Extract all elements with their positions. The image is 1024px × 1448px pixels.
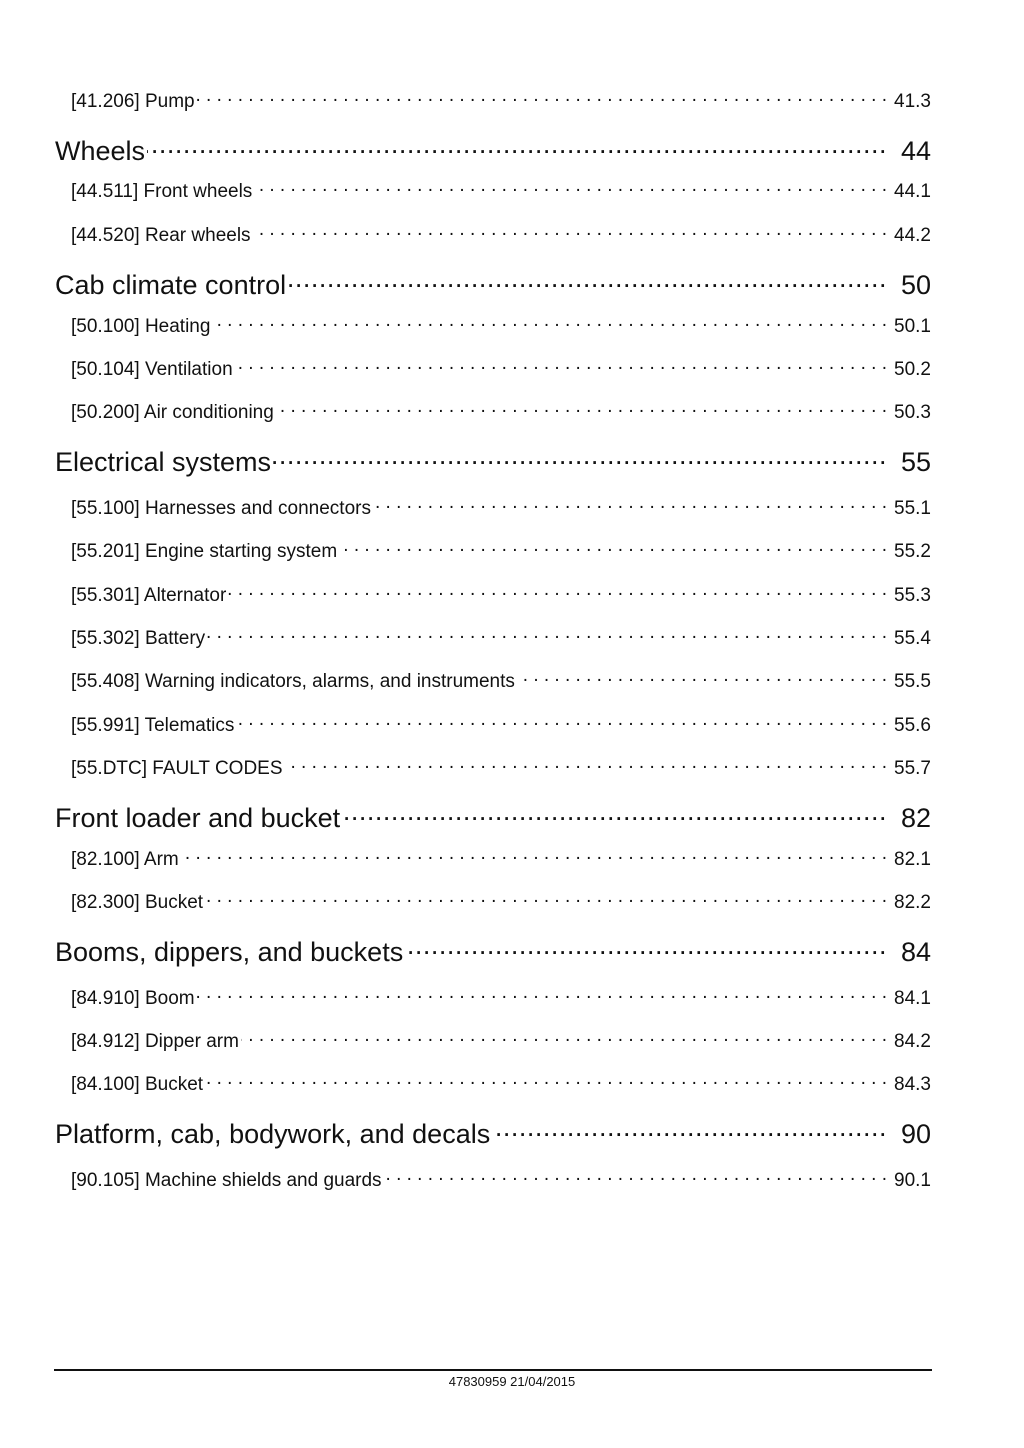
dot-leader [181, 846, 887, 865]
toc-page-number: 84.1 [894, 988, 931, 1009]
toc-entry-title: [50.104] Ventilation [71, 359, 233, 380]
toc-page-number: 50 [900, 270, 931, 300]
toc-entry-title: [55.201] Engine starting system [71, 541, 338, 562]
toc-subsection-entry[interactable] [71, 846, 931, 871]
toc-entry-title: Booms, dippers, and buckets [55, 937, 404, 967]
dot-leader [254, 178, 887, 197]
dot-leader [384, 1167, 887, 1186]
dot-leader [205, 1071, 887, 1090]
toc-section-entry[interactable] [55, 1116, 931, 1150]
toc-entry-title: [55.301] Alternator [71, 585, 227, 606]
dot-leader [228, 582, 887, 601]
dot-leader [197, 985, 887, 1004]
dot-leader [285, 755, 887, 774]
toc-page-number: 82.1 [894, 849, 931, 870]
toc-page-number: 82.2 [894, 892, 931, 913]
toc-entry-title: [44.511] Front wheels [71, 181, 253, 202]
dot-leader [197, 88, 887, 107]
dot-leader [517, 668, 887, 687]
toc-subsection-entry[interactable] [71, 889, 931, 914]
footer-document-code: 47830959 21/04/2015 [448, 1374, 576, 1389]
toc-page-number: 55.6 [894, 715, 931, 736]
toc-subsection-entry[interactable] [71, 985, 931, 1010]
toc-subsection-entry[interactable] [71, 1028, 931, 1053]
toc-subsection-entry[interactable] [71, 356, 931, 381]
toc-entry-title: Platform, cab, bodywork, and decals [55, 1119, 491, 1149]
toc-page-number: 41.3 [894, 91, 931, 112]
dot-leader [235, 356, 887, 375]
dot-leader [342, 800, 887, 827]
dot-leader [492, 1116, 887, 1143]
toc-page-number: 44.2 [894, 225, 931, 246]
toc-page-number: 90 [900, 1119, 931, 1149]
dot-leader [147, 133, 887, 160]
toc-page-number: 55.1 [894, 498, 931, 519]
toc-subsection-entry[interactable] [71, 399, 931, 424]
toc-page-number: 55.5 [894, 671, 931, 692]
toc-subsection-entry[interactable] [71, 582, 931, 607]
dot-leader [405, 934, 887, 961]
dot-leader [273, 444, 887, 471]
toc-subsection-entry[interactable] [71, 1071, 931, 1096]
toc-page-number: 55.7 [894, 758, 931, 779]
toc-entry-title: [84.912] Dipper arm [71, 1031, 239, 1052]
toc-entry-title: Wheels [55, 136, 146, 166]
toc-entry-title: [55.991] Telematics [71, 715, 235, 736]
toc-subsection-entry[interactable] [71, 625, 931, 650]
toc-page-number: 82 [900, 803, 931, 833]
toc-page-number: 55.2 [894, 541, 931, 562]
dot-leader [207, 625, 887, 644]
toc-page-number: 84.3 [894, 1074, 931, 1095]
toc-entry-title: [55.DTC] FAULT CODES [71, 758, 283, 779]
toc-entry-title: [82.300] Bucket [71, 892, 204, 913]
toc-entry-title: [55.408] Warning indicators, alarms, and instruments [71, 671, 515, 692]
dot-leader [253, 222, 887, 241]
dot-leader [276, 399, 887, 418]
toc-page-number: 44 [900, 136, 931, 166]
dot-leader [373, 495, 887, 514]
toc-entry-title: [55.100] Harnesses and connectors [71, 498, 371, 519]
toc-subsection-entry[interactable] [71, 712, 931, 737]
toc-entry-title: [55.302] Battery [71, 628, 206, 649]
toc-subsection-entry[interactable] [71, 538, 931, 563]
toc-subsection-entry[interactable] [71, 755, 931, 780]
toc-entry-title: [44.520] Rear wheels [71, 225, 251, 246]
toc-entry-title: [41.206] Pump [71, 91, 195, 112]
toc-entry-title: [50.200] Air conditioning [71, 402, 274, 423]
toc-entry-title: Electrical systems [55, 447, 272, 477]
dot-leader [236, 712, 887, 731]
toc-entry-title: [84.100] Bucket [71, 1074, 204, 1095]
toc-page-number: 50.3 [894, 402, 931, 423]
dot-leader [205, 889, 887, 908]
toc-page-number: 55 [900, 447, 931, 477]
toc-page-number: 50.2 [894, 359, 931, 380]
toc-subsection-entry[interactable] [71, 495, 931, 520]
toc-subsection-entry[interactable] [71, 88, 931, 113]
dot-leader [288, 267, 887, 294]
dot-leader [212, 313, 887, 332]
dot-leader [241, 1028, 887, 1047]
toc-section-entry[interactable] [55, 133, 931, 167]
footer-divider [54, 1369, 932, 1371]
toc-page-number: 55.3 [894, 585, 931, 606]
toc-entry-title: [90.105] Machine shields and guards [71, 1170, 382, 1191]
toc-subsection-entry[interactable] [71, 668, 931, 693]
toc-entry-title: Front loader and bucket [55, 803, 341, 833]
toc-page-number: 50.1 [894, 316, 931, 337]
toc-entry-title: [50.100] Heating [71, 316, 211, 337]
toc-section-entry[interactable] [55, 800, 931, 834]
toc-page-number: 84.2 [894, 1031, 931, 1052]
toc-section-entry[interactable] [55, 934, 931, 968]
toc-section-entry[interactable] [55, 444, 931, 478]
toc-page-number: 44.1 [894, 181, 931, 202]
toc-subsection-entry[interactable] [71, 313, 931, 338]
toc-subsection-entry[interactable] [71, 1167, 931, 1192]
toc-entry-title: [82.100] Arm [71, 849, 179, 870]
toc-page-number: 55.4 [894, 628, 931, 649]
toc-section-entry[interactable] [55, 267, 931, 301]
toc-subsection-entry[interactable] [71, 222, 931, 247]
toc-entry-title: Cab climate control [55, 270, 287, 300]
toc-subsection-entry[interactable] [71, 178, 931, 203]
toc-page-number: 84 [900, 937, 931, 967]
toc-page-number: 90.1 [894, 1170, 931, 1191]
toc-entry-title: [84.910] Boom [71, 988, 195, 1009]
dot-leader [339, 538, 887, 557]
